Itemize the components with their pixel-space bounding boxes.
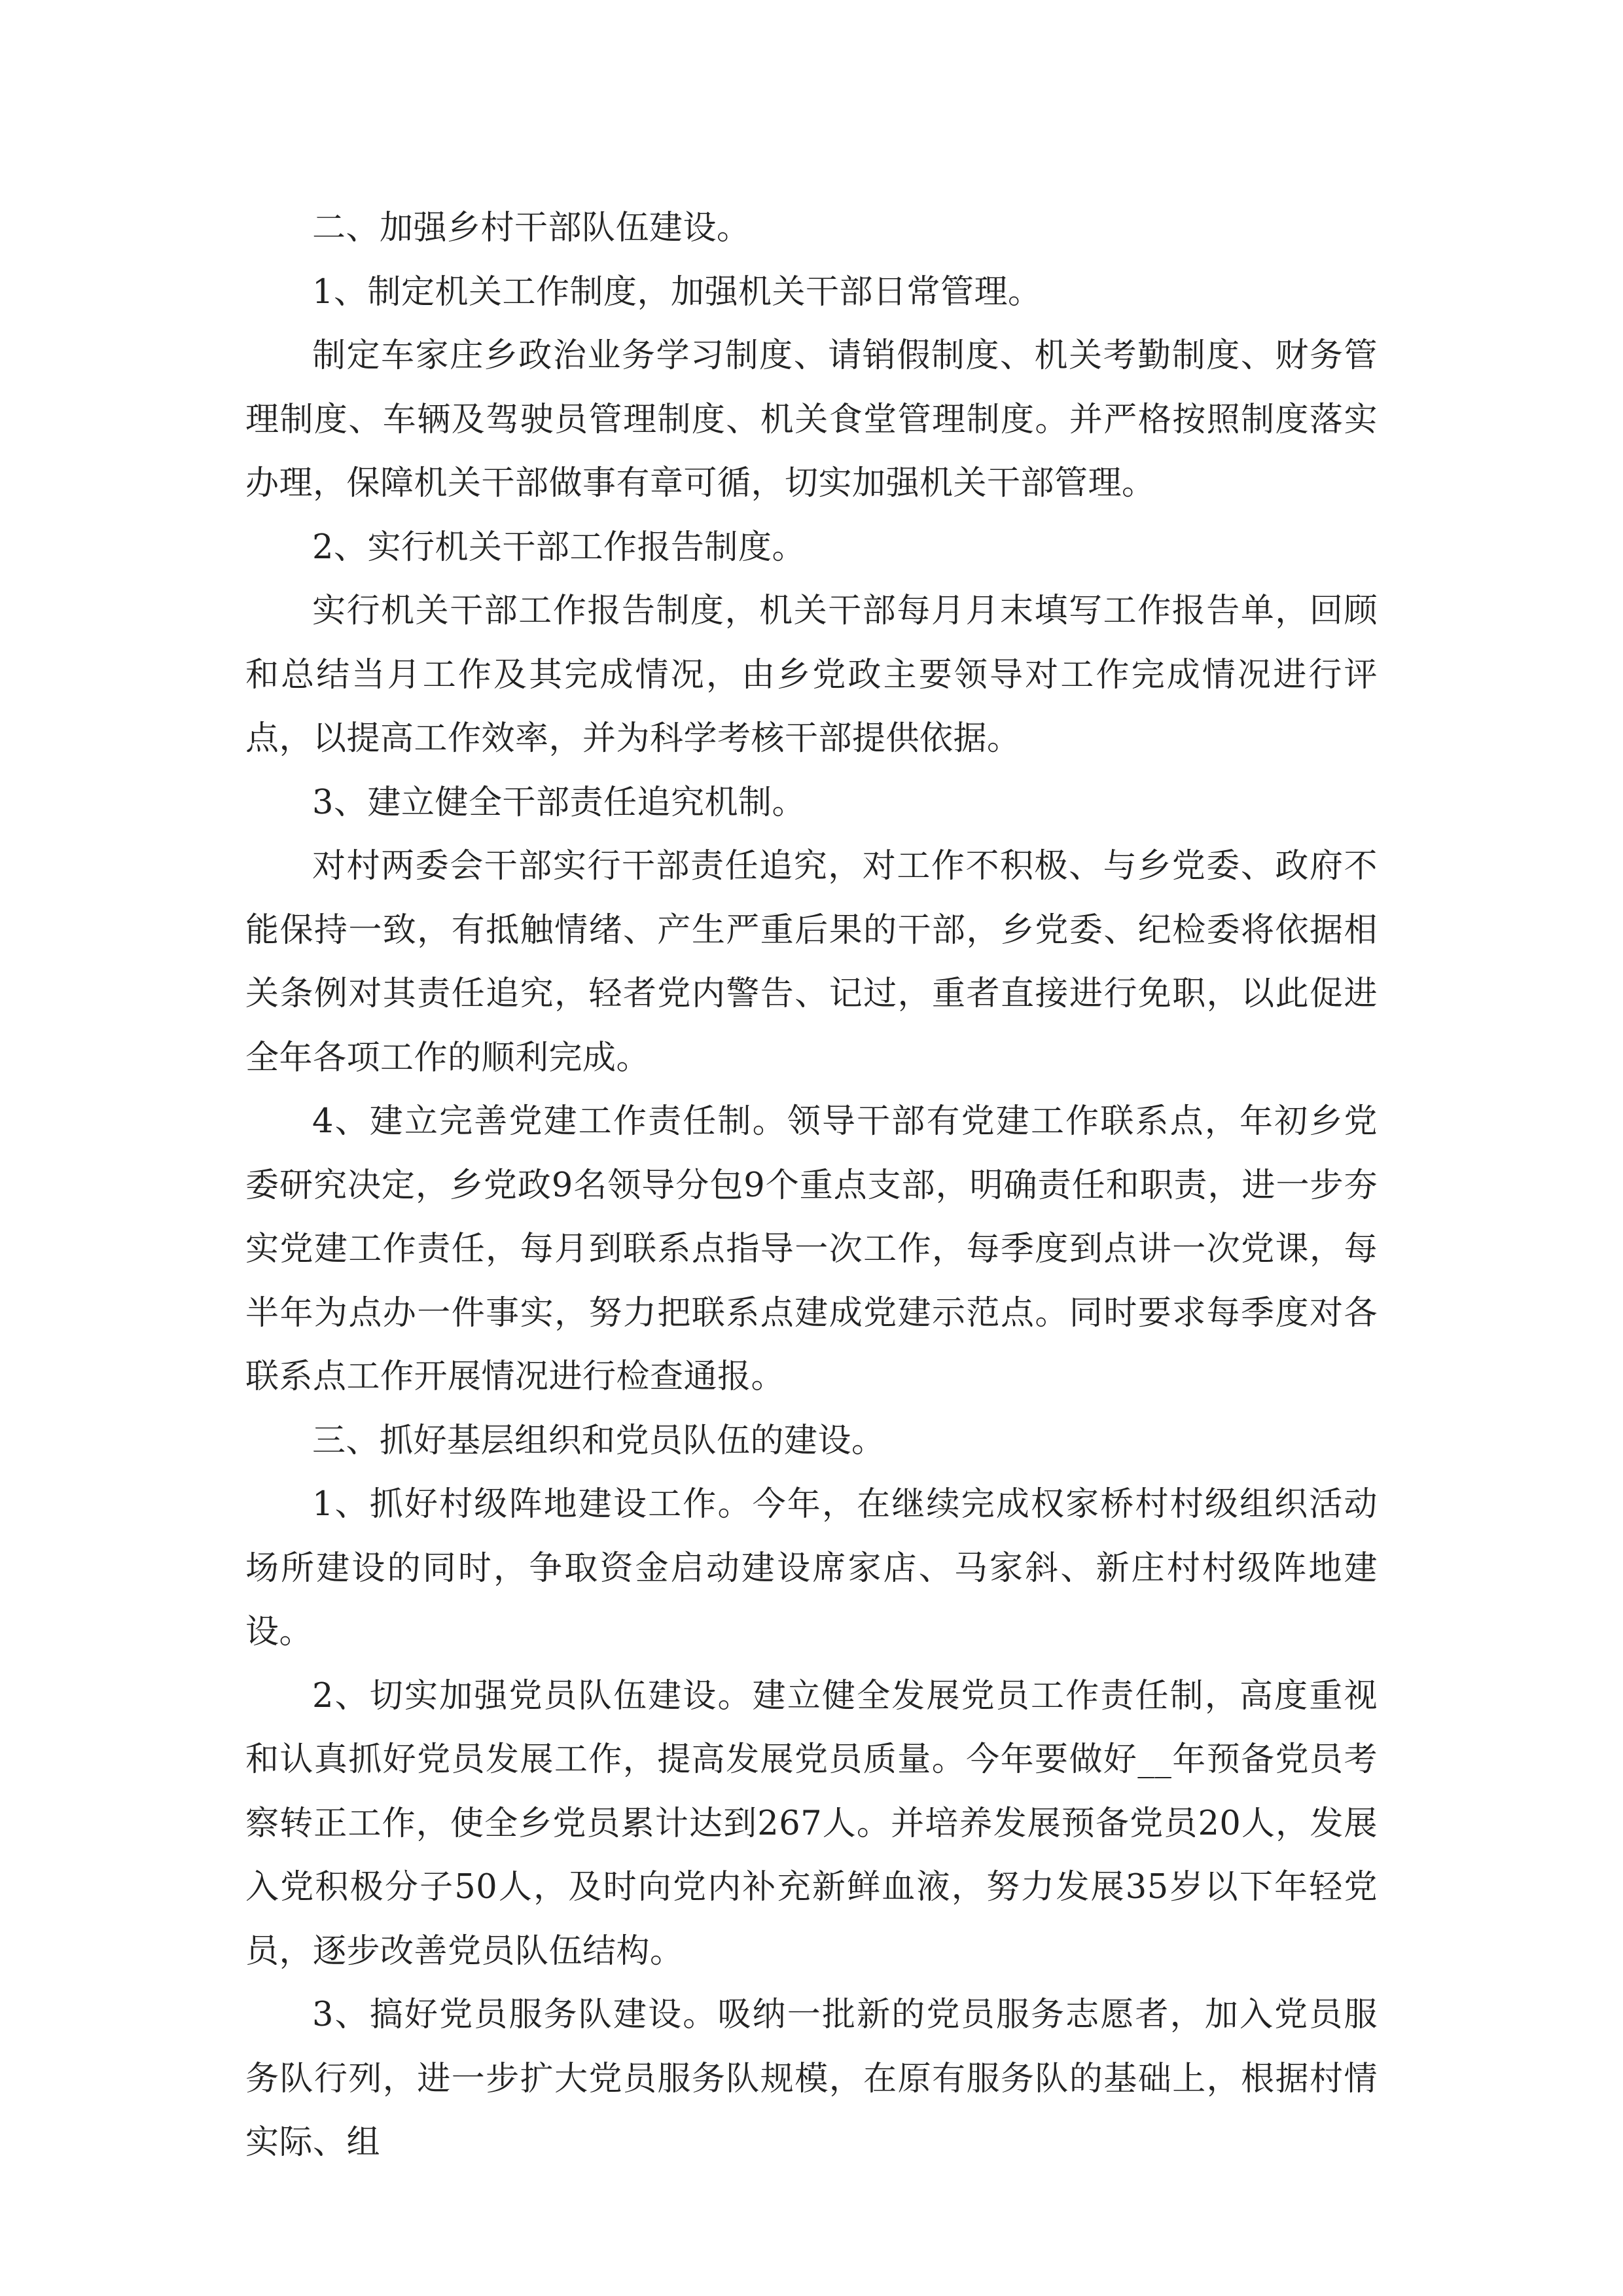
- body-paragraph: 制定车家庄乡政治业务学习制度、请销假制度、机关考勤制度、财务管理制度、车辆及驾驶员管理制度、机关食堂管理制度。并严格按照制度落实办理，保障机关干部做事有章可循，切实加强机关干部管理。: [245, 336, 1378, 503]
- body-paragraph-item-4: 4、建立完善党建工作责任制。领导干部有党建工作联系点，年初乡党委研究决定，乡党政9名领导分包9个重点支部，明确责任和职责，进一步夯实党建工作责任，每月到联系点指导一次工作，每季度到点讲一次党课，每半年为点办一件事实，努力把联系点建成党建示范点。同时要求每季度对各联系点工作开展情况进行检查通报。: [245, 1102, 1378, 1396]
- document-body: [245, 196, 1378, 2175]
- section-heading-2: 二、加强乡村干部队伍建设。: [312, 209, 751, 247]
- body-paragraph-item-1: 1、抓好村级阵地建设工作。今年，在继续完成权家桥村村级组织活动场所建设的同时，争取资金启动建设席家店、马家斜、新庄村村级阵地建设。: [245, 1485, 1378, 1651]
- item-heading-2: 2、实行机关干部工作报告制度。: [312, 528, 806, 567]
- body-paragraph: 实行机关干部工作报告制度，机关干部每月月末填写工作报告单，回顾和总结当月工作及其完成情况，由乡党政主要领导对工作完成情况进行评点，以提高工作效率，并为科学考核干部提供依据。: [245, 592, 1378, 758]
- section-heading-3: 三、抓好基层组织和党员队伍的建设。: [312, 1421, 885, 1460]
- body-paragraph: 对村两委会干部实行干部责任追究，对工作不积极、与乡党委、政府不能保持一致，有抵触情绪、产生严重后果的干部，乡党委、纪检委将依据相关条例对其责任追究，轻者党内警告、记过，重者直接进行免职，以此促进全年各项工作的顺利完成。: [245, 847, 1378, 1077]
- item-heading-1: 1、制定机关工作制度，加强机关干部日常管理。: [312, 272, 1042, 312]
- item-heading-3: 3、建立健全干部责任追究机制。: [312, 783, 806, 822]
- body-paragraph-item-3: 3、搞好党员服务队建设。吸纳一批新的党员服务志愿者，加入党员服务队行列，进一步扩大党员服务队规模，在原有服务队的基础上，根据村情实际、组: [245, 1996, 1378, 2162]
- body-paragraph-item-2: 2、切实加强党员队伍建设。建立健全发展党员工作责任制，高度重视和认真抓好党员发展工作，提高发展党员质量。今年要做好__年预备党员考察转正工作，使全乡党员累计达到267人。并培养发展预备党员20人，发展入党积极分子50人，及时向党内补充新鲜血液，努力发展35岁以下年轻党员，逐步改善党员队伍结构。: [245, 1676, 1378, 1971]
